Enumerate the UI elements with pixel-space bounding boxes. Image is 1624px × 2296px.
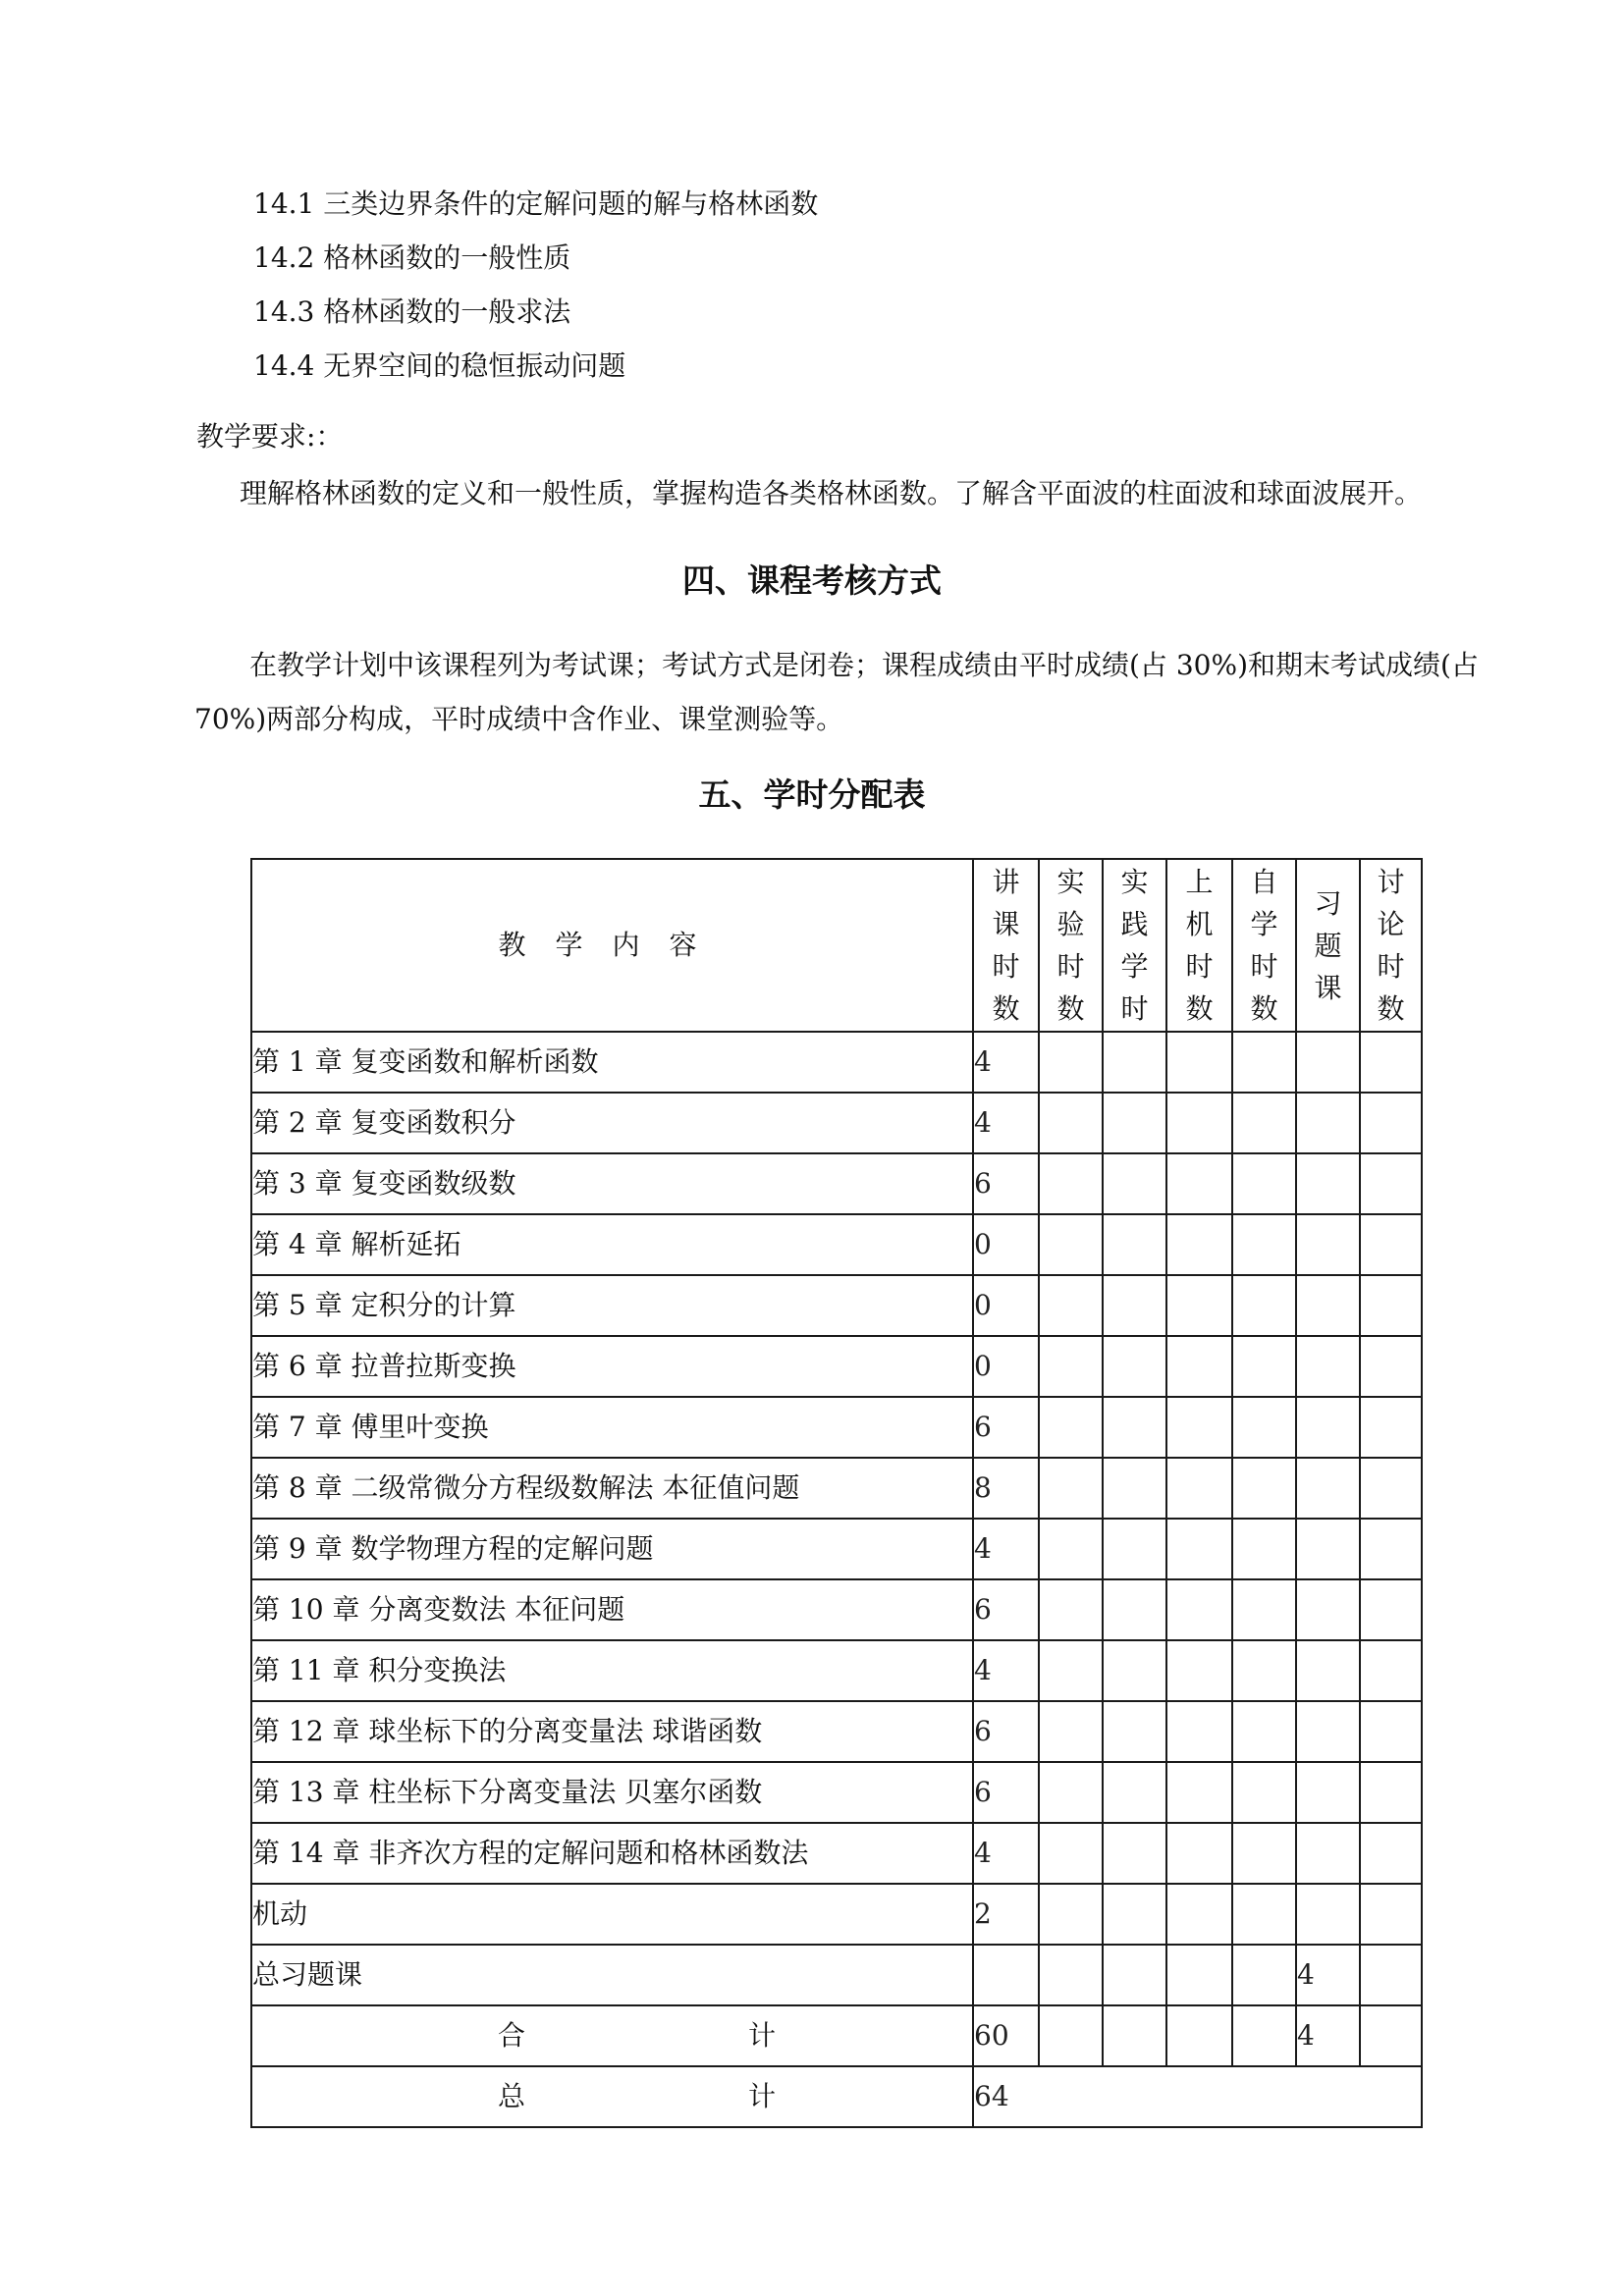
row-value <box>1296 1579 1360 1640</box>
row-label: 第 2 章 复变函数积分 <box>251 1093 973 1153</box>
table-body <box>251 1032 1422 2127</box>
grand-total-label <box>251 2066 973 2127</box>
column-header-char: 数 <box>1250 992 1278 1025</box>
grand-total-value: 64 <box>973 2066 1422 2127</box>
row-value <box>1296 1214 1360 1275</box>
column-header-char: 时 <box>1056 950 1085 983</box>
subtotal-value <box>1166 2005 1232 2066</box>
row-value <box>1232 1823 1296 1884</box>
row-value <box>1232 1032 1296 1093</box>
row-value: 4 <box>973 1640 1039 1701</box>
row-value: 0 <box>973 1275 1039 1336</box>
row-value: 6 <box>973 1153 1039 1214</box>
row-value <box>1039 1640 1103 1701</box>
row-value <box>1232 1945 1296 2005</box>
row-value <box>1296 1093 1360 1153</box>
table-row <box>251 1762 1422 1823</box>
subsection-14-2: 14.2 格林函数的一般性质 <box>253 241 571 274</box>
row-value <box>1103 1762 1166 1823</box>
row-label: 第 3 章 复变函数级数 <box>251 1153 973 1214</box>
row-value <box>1166 1519 1232 1579</box>
grand-total-label-part: 计 <box>747 2080 776 2112</box>
row-value <box>1232 1762 1296 1823</box>
column-header-char: 论 <box>1377 908 1405 940</box>
row-label: 第 13 章 柱坐标下分离变量法 贝塞尔函数 <box>251 1762 973 1823</box>
column-header-char: 机 <box>1185 908 1214 940</box>
table-row <box>251 1032 1422 1093</box>
row-label: 第 14 章 非齐次方程的定解问题和格林函数法 <box>251 1823 973 1884</box>
column-header-char: 课 <box>1314 971 1342 1004</box>
row-label: 第 6 章 拉普拉斯变换 <box>251 1336 973 1397</box>
row-label: 第 8 章 二级常微分方程级数解法 本征值问题 <box>251 1458 973 1519</box>
subtotal-value <box>1103 2005 1166 2066</box>
row-value <box>1166 1884 1232 1945</box>
row-value <box>1360 1458 1422 1519</box>
row-value <box>1039 1579 1103 1640</box>
column-header-char: 数 <box>1056 992 1085 1025</box>
column-header-char: 讨 <box>1377 866 1405 898</box>
row-label: 第 11 章 积分变换法 <box>251 1640 973 1701</box>
row-value <box>1103 1397 1166 1458</box>
table-row <box>251 1336 1422 1397</box>
column-header-3 <box>1166 859 1232 1032</box>
table-row <box>251 1701 1422 1762</box>
row-value <box>1360 1640 1422 1701</box>
row-value <box>1103 1945 1166 2005</box>
row-value <box>1296 1701 1360 1762</box>
row-value <box>1103 1275 1166 1336</box>
column-header-char: 数 <box>1377 992 1405 1025</box>
row-value <box>1039 1458 1103 1519</box>
content-column-header: 教学内容 <box>251 859 973 1032</box>
row-value <box>1360 1093 1422 1153</box>
row-value <box>1296 1275 1360 1336</box>
row-value <box>1039 1336 1103 1397</box>
row-value <box>1166 1397 1232 1458</box>
row-label: 第 5 章 定积分的计算 <box>251 1275 973 1336</box>
row-value <box>1039 1093 1103 1153</box>
column-header-5 <box>1296 859 1360 1032</box>
row-value <box>1103 1823 1166 1884</box>
row-value <box>1232 1397 1296 1458</box>
row-value <box>1232 1640 1296 1701</box>
row-label: 第 9 章 数学物理方程的定解问题 <box>251 1519 973 1579</box>
table-row <box>251 1093 1422 1153</box>
row-value: 6 <box>973 1762 1039 1823</box>
row-value <box>1296 1519 1360 1579</box>
row-value <box>1166 1701 1232 1762</box>
grand-total-row <box>251 2066 1422 2127</box>
row-value <box>1232 1336 1296 1397</box>
row-value <box>1232 1884 1296 1945</box>
table-row <box>251 1458 1422 1519</box>
row-label: 第 10 章 分离变数法 本征问题 <box>251 1579 973 1640</box>
row-value <box>1360 1275 1422 1336</box>
row-value <box>1103 1640 1166 1701</box>
subsection-14-4: 14.4 无界空间的稳恒振动问题 <box>253 349 626 382</box>
section-4-title: 四、课程考核方式 <box>682 561 942 600</box>
row-value <box>1360 1153 1422 1214</box>
requirements-text: 理解格林函数的定义和一般性质，掌握构造各类格林函数。了解含平面波的柱面波和球面波展开。 <box>240 477 1423 509</box>
subsection-14-3: 14.3 格林函数的一般求法 <box>253 295 571 328</box>
row-value <box>1166 1640 1232 1701</box>
row-label: 第 4 章 解析延拓 <box>251 1214 973 1275</box>
row-value <box>1232 1153 1296 1214</box>
row-value <box>1039 1153 1103 1214</box>
row-value <box>1103 1519 1166 1579</box>
row-value: 4 <box>973 1093 1039 1153</box>
row-value: 4 <box>1296 1945 1360 2005</box>
row-value <box>1103 1701 1166 1762</box>
row-label: 机动 <box>251 1884 973 1945</box>
table-row <box>251 1640 1422 1701</box>
row-value <box>1166 1762 1232 1823</box>
row-value <box>1166 1823 1232 1884</box>
column-header-char: 时 <box>1377 950 1405 983</box>
column-header-char: 时 <box>1185 950 1214 983</box>
column-header-char: 实 <box>1120 866 1149 898</box>
column-header-1 <box>1039 859 1103 1032</box>
row-value <box>1166 1032 1232 1093</box>
row-value <box>1360 1579 1422 1640</box>
table-row <box>251 1579 1422 1640</box>
row-value <box>1360 1823 1422 1884</box>
row-value <box>1296 1762 1360 1823</box>
column-header-char: 课 <box>992 908 1020 940</box>
row-value <box>1360 1762 1422 1823</box>
column-header-char: 题 <box>1314 929 1342 962</box>
column-header-0 <box>973 859 1039 1032</box>
row-value <box>1232 1579 1296 1640</box>
column-header-char: 学 <box>1120 950 1149 983</box>
row-value <box>1296 1153 1360 1214</box>
column-header-char: 学 <box>1250 908 1278 940</box>
row-value <box>1039 1275 1103 1336</box>
section-5-title: 五、学时分配表 <box>698 775 926 814</box>
row-value: 0 <box>973 1214 1039 1275</box>
row-value <box>1296 1032 1360 1093</box>
table-row <box>251 1153 1422 1214</box>
row-value <box>1166 1275 1232 1336</box>
row-value <box>1232 1519 1296 1579</box>
table-row <box>251 1519 1422 1579</box>
row-value <box>1166 1945 1232 2005</box>
subtotal-label <box>251 2005 973 2066</box>
row-value: 2 <box>973 1884 1039 1945</box>
column-header-char: 上 <box>1185 866 1214 898</box>
row-value <box>1039 1701 1103 1762</box>
table-row <box>251 1214 1422 1275</box>
row-value <box>1103 1884 1166 1945</box>
row-value <box>1360 1032 1422 1093</box>
row-value <box>1360 1397 1422 1458</box>
table-row <box>251 1275 1422 1336</box>
subtotal-value <box>1360 2005 1422 2066</box>
table-header-row <box>251 859 1422 1032</box>
row-value <box>1166 1153 1232 1214</box>
row-value <box>1166 1214 1232 1275</box>
row-value <box>1039 1945 1103 2005</box>
row-value <box>1166 1579 1232 1640</box>
column-header-char: 习 <box>1314 886 1342 920</box>
row-value <box>1039 1032 1103 1093</box>
row-value <box>1232 1458 1296 1519</box>
row-value <box>1039 1884 1103 1945</box>
row-value <box>1360 1519 1422 1579</box>
row-label: 第 7 章 傅里叶变换 <box>251 1397 973 1458</box>
row-value <box>1296 1397 1360 1458</box>
row-value <box>1166 1336 1232 1397</box>
row-value: 6 <box>973 1701 1039 1762</box>
row-label: 总习题课 <box>251 1945 973 2005</box>
row-value <box>1296 1336 1360 1397</box>
row-value <box>1296 1458 1360 1519</box>
table-row <box>251 1397 1422 1458</box>
row-value <box>1296 1823 1360 1884</box>
row-value: 4 <box>973 1823 1039 1884</box>
row-value <box>1360 1701 1422 1762</box>
row-value <box>1039 1823 1103 1884</box>
row-value: 6 <box>973 1397 1039 1458</box>
row-value: 6 <box>973 1579 1039 1640</box>
row-value <box>1039 1214 1103 1275</box>
column-header-char: 验 <box>1056 908 1085 940</box>
row-value <box>1232 1214 1296 1275</box>
row-value <box>1232 1093 1296 1153</box>
column-header-6 <box>1360 859 1422 1032</box>
column-header-2 <box>1103 859 1166 1032</box>
row-value <box>1103 1032 1166 1093</box>
row-value <box>1166 1093 1232 1153</box>
row-value: 4 <box>973 1519 1039 1579</box>
subtotal-value <box>1232 2005 1296 2066</box>
section-4-paragraph: 在教学计划中该课程列为考试课；考试方式是闭卷；课程成绩由平时成绩(占 30%)和期末考试成绩(占 70%)两部分构成，平时成绩中含作业、课堂测验等。 <box>194 649 1479 735</box>
row-label: 第 12 章 球坐标下的分离变量法 球谐函数 <box>251 1701 973 1762</box>
row-value <box>1039 1397 1103 1458</box>
row-value <box>1103 1458 1166 1519</box>
row-value <box>1360 1945 1422 2005</box>
column-header-char: 数 <box>1185 992 1214 1025</box>
table-row <box>251 1884 1422 1945</box>
row-value: 8 <box>973 1458 1039 1519</box>
column-header-char: 数 <box>992 992 1020 1025</box>
grand-total-label-part: 总 <box>498 2080 526 2112</box>
column-header-char: 讲 <box>992 866 1020 898</box>
row-value <box>1103 1153 1166 1214</box>
subtotal-value <box>1039 2005 1103 2066</box>
row-value: 0 <box>973 1336 1039 1397</box>
column-header-char: 时 <box>992 950 1020 983</box>
subtotal-value: 4 <box>1296 2005 1360 2066</box>
column-header-char: 实 <box>1056 866 1085 898</box>
subtotal-row <box>251 2005 1422 2066</box>
requirements-label: 教学要求:： <box>196 420 344 453</box>
subtotal-value: 60 <box>973 2005 1039 2066</box>
subsection-14-1: 14.1 三类边界条件的定解问题的解与格林函数 <box>253 187 819 220</box>
row-value <box>1166 1458 1232 1519</box>
column-header-char: 践 <box>1120 908 1149 940</box>
row-value <box>1103 1214 1166 1275</box>
row-value <box>1103 1579 1166 1640</box>
row-value <box>1232 1275 1296 1336</box>
column-header-char: 时 <box>1120 992 1149 1025</box>
table-row <box>251 1823 1422 1884</box>
row-label: 第 1 章 复变函数和解析函数 <box>251 1032 973 1093</box>
row-value <box>1360 1214 1422 1275</box>
row-value <box>1360 1336 1422 1397</box>
hours-allocation-table <box>250 858 1423 2128</box>
column-header-char: 自 <box>1250 866 1278 898</box>
column-header-4 <box>1232 859 1296 1032</box>
row-value <box>1103 1336 1166 1397</box>
row-value <box>1232 1701 1296 1762</box>
subtotal-label-part: 计 <box>747 2019 776 2052</box>
row-value <box>1360 1884 1422 1945</box>
row-value: 4 <box>973 1032 1039 1093</box>
column-header-char: 时 <box>1250 950 1278 983</box>
row-value <box>1296 1884 1360 1945</box>
row-value <box>973 1945 1039 2005</box>
table-row <box>251 1945 1422 2005</box>
row-value <box>1039 1519 1103 1579</box>
subtotal-label-part: 合 <box>498 2019 526 2052</box>
row-value <box>1296 1640 1360 1701</box>
row-value <box>1039 1762 1103 1823</box>
row-value <box>1103 1093 1166 1153</box>
